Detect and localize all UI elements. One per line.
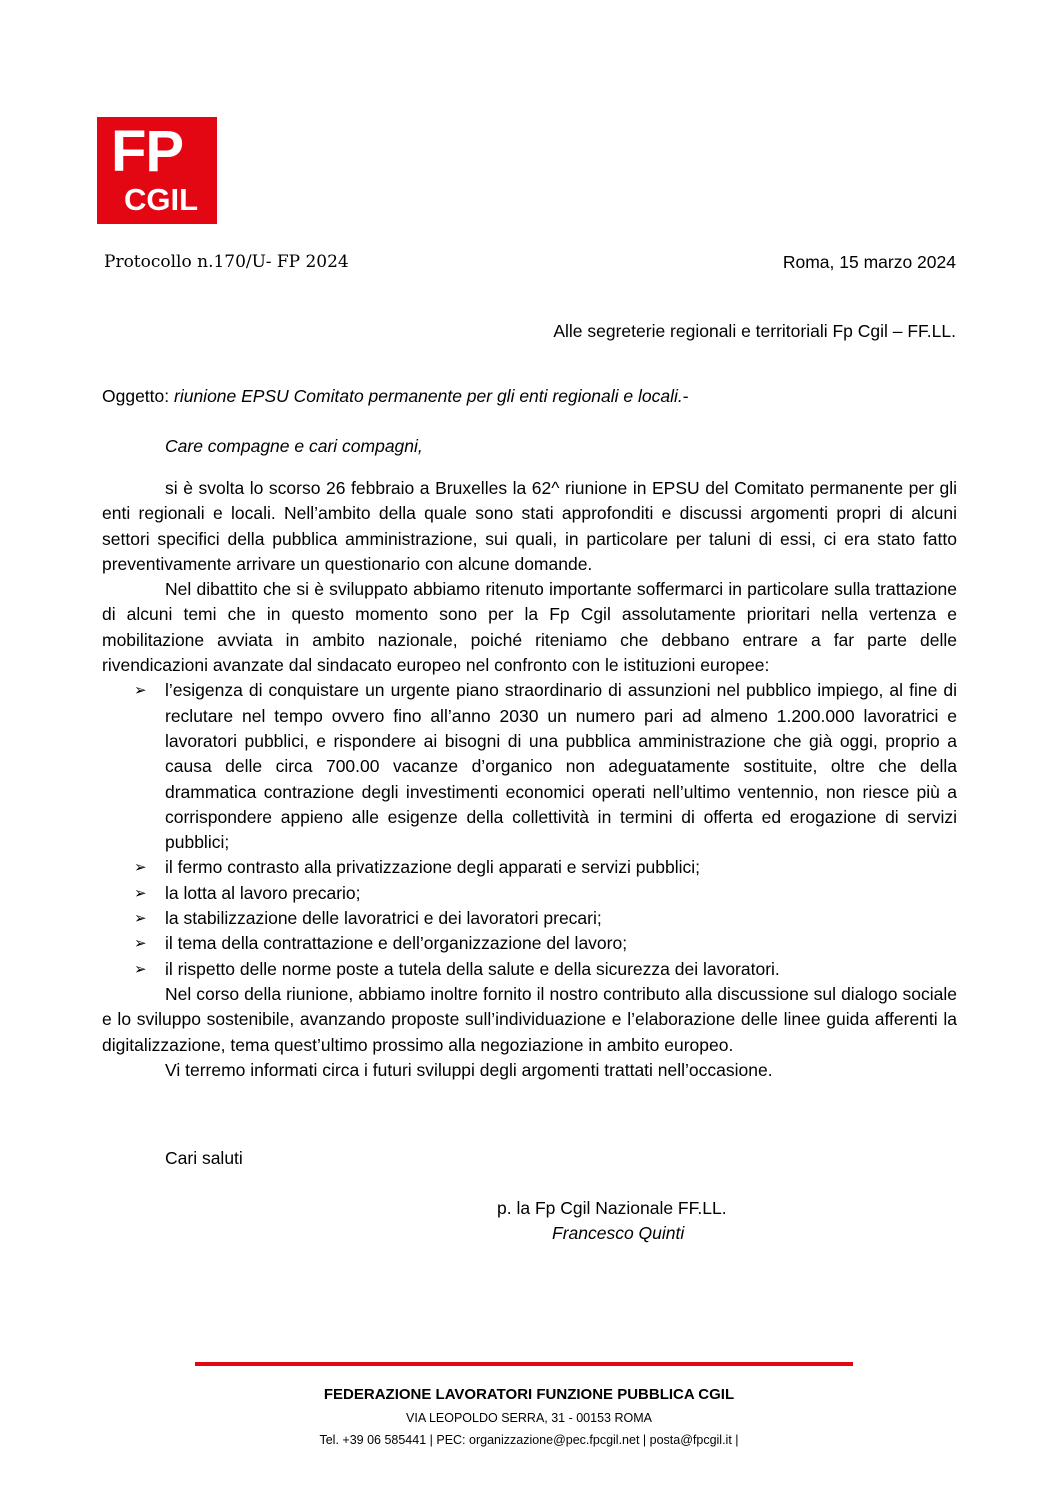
letter-body [102, 476, 957, 1083]
subject-suffix: - [682, 386, 689, 406]
arrow-bullet-icon: ➢ [134, 960, 147, 978]
list-item [102, 678, 957, 855]
list-item [102, 957, 957, 982]
logo-fp-text: FP [111, 119, 184, 184]
list-item [102, 855, 957, 880]
signature-name: Francesco Quinti [552, 1223, 685, 1243]
protocol-number: Protocollo n.170/U- FP 2024 [104, 252, 349, 272]
list-item [102, 881, 957, 906]
list-item [102, 931, 957, 956]
footer-divider [195, 1362, 853, 1366]
fp-cgil-logo [97, 117, 217, 224]
body-paragraph: si è svolta lo scorso 26 febbraio a Bruxelles la 62^ riunione in EPSU del Comitato permanente per gli enti regionali e locali. Nell’ambito della quale sono stati approfonditi e discussi argomenti propri di alcuni settori specifici della pubblica amministrazione, sui quali, in particolare per taluni di essi, ci era stato fatto preventivamente arrivare un questionario con alcune domande. [102, 478, 957, 574]
subject-label: Oggetto: [102, 386, 174, 406]
footer-organization: FEDERAZIONE LAVORATORI FUNZIONE PUBBLICA CGIL [323, 1386, 735, 1403]
arrow-bullet-icon: ➢ [134, 884, 147, 902]
arrow-bullet-icon: ➢ [134, 935, 147, 953]
subject-text: riunione EPSU Comitato permanente per gli enti regionali e locali. [174, 386, 683, 406]
list-item [102, 906, 957, 931]
body-paragraph: Vi terremo informati circa i futuri sviluppi degli argomenti trattati nell’occasione. [165, 1059, 773, 1080]
body-paragraph: Nel corso della riunione, abbiamo inoltre fornito il nostro contributo alla discussione sul dialogo sociale e lo sviluppo sostenibile, avanzando proposte sull’individuazione e l’elaborazione delle linee guida afferenti la digitalizzazione, tema quest’ultimo prossimo alla negoziazione in ambito europeo. [102, 983, 957, 1055]
list-item-text: la stabilizzazione delle lavoratrici e dei lavoratori precari; [165, 908, 602, 929]
list-item-text: il fermo contrasto alla privatizzazione degli apparati e servizi pubblici; [165, 857, 700, 878]
priority-list [102, 678, 957, 982]
footer-contacts: Tel. +39 06 585441 | PEC: organizzazione@pec.fpcgil.net | posta@fpcgil.it | [319, 1433, 739, 1447]
subject-line [102, 386, 689, 407]
list-item-text: la lotta al lavoro precario; [165, 882, 361, 903]
arrow-bullet-icon: ➢ [134, 859, 147, 877]
arrow-bullet-icon: ➢ [134, 910, 147, 928]
list-item-text: l’esigenza di conquistare un urgente piano straordinario di assunzioni nel pubblico impiego, al fine di reclutare nel tempo ovvero fino all’anno 2030 un numero pari ad almeno 1.200.000 lavoratrici e lavoratori pubblici, e rispondere ai bisogni di una pubblica amministrazione che già oggi, proprio a causa delle circa 700.00 vacanze d’organico non adeguatamente sostituite, oltre che della drammatica contrazione degli investimenti economici operati nell’ultimo ventennio, non riesce più a corrispondere appieno alle esigenze della collettività in termini di offerta ed erogazione di servizi pubblici; [165, 680, 957, 853]
recipient: Alle segreterie regionali e territoriali Fp Cgil – FF.LL. [553, 321, 956, 341]
arrow-bullet-icon: ➢ [134, 682, 147, 700]
body-paragraph: Nel dibattito che si è sviluppato abbiamo ritenuto importante soffermarci in particolare sulla trattazione di alcuni temi che in questo momento sono per la Fp Cgil assolutamente prioritari nella vertenza e mobilitazione avviata in ambito nazionale, poiché riteniamo che debbano entrare a far parte delle rivendicazioni avanzate dal sindacato europeo nel confronto con le istituzioni europee: [102, 579, 957, 676]
closing: Cari saluti [165, 1148, 243, 1168]
footer-address: VIA LEOPOLDO SERRA, 31 - 00153 ROMA [406, 1411, 652, 1425]
logo-cgil-text: CGIL [124, 182, 199, 217]
list-item-text: il rispetto delle norme poste a tutela della salute e della sicurezza dei lavoratori. [165, 958, 780, 979]
signature-line: p. la Fp Cgil Nazionale FF.LL. [497, 1198, 727, 1218]
letter-date: Roma, 15 marzo 2024 [782, 252, 956, 272]
list-item-text: il tema della contrattazione e dell’organizzazione del lavoro; [165, 933, 628, 954]
salutation: Care compagne e cari compagni, [165, 436, 423, 456]
